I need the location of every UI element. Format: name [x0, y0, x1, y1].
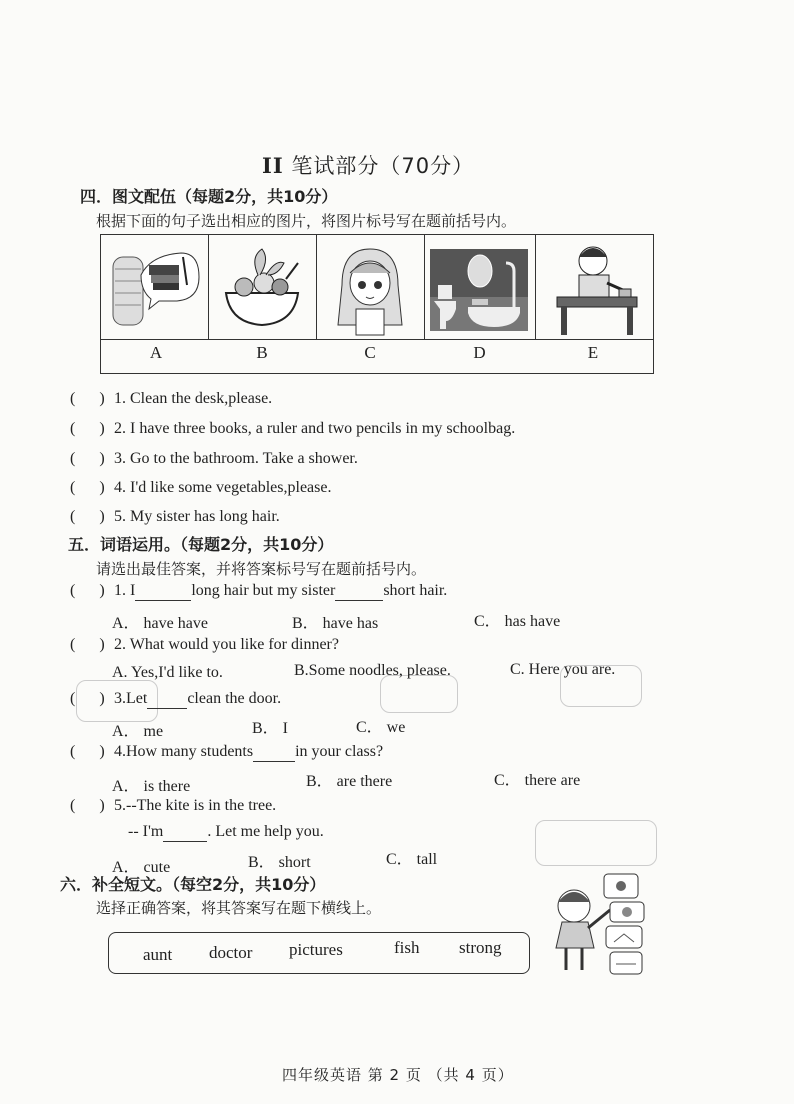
picture-cell-b — [208, 235, 317, 339]
question-text: 1. Clean the desk,please. — [114, 390, 273, 407]
option-b[interactable]: B． are there — [306, 773, 393, 790]
word-bank-item: fish — [394, 938, 420, 957]
answer-bracket[interactable]: ( ) — [70, 690, 105, 707]
section4-question-1 — [70, 390, 272, 408]
picture-cell-d — [424, 235, 536, 339]
answer-bracket[interactable]: ( ) — [70, 508, 105, 525]
word-bank-item: aunt — [143, 945, 173, 964]
option-b[interactable]: B． have has — [292, 615, 379, 632]
question-text: . Let me help you. — [207, 823, 324, 840]
option-c[interactable]: C. Here you are. — [510, 661, 616, 678]
answer-bracket[interactable]: ( ) — [70, 797, 105, 814]
option-a[interactable]: A． me — [112, 723, 164, 740]
question-text: 4.How many students — [114, 743, 254, 760]
books-bag-icon — [101, 235, 208, 339]
bleed-through-mark — [380, 675, 458, 713]
picture-cell-e — [535, 235, 651, 339]
option-b[interactable]: B.Some noodles, please. — [294, 662, 451, 679]
question-text: in your class? — [295, 743, 384, 760]
section5-question-5-line2 — [128, 823, 324, 842]
answer-bracket[interactable]: ( ) — [70, 636, 105, 653]
answer-bracket[interactable]: ( ) — [70, 479, 105, 496]
answer-bracket[interactable]: ( ) — [70, 582, 105, 599]
bathroom-icon — [424, 235, 535, 339]
picture-label-e: E — [587, 343, 599, 362]
question-text: long hair but my sister — [191, 582, 336, 599]
answer-bracket[interactable]: ( ) — [70, 450, 105, 467]
section5-question-4 — [70, 743, 383, 762]
question-text: -- I'm — [128, 823, 164, 840]
answer-bracket[interactable]: ( ) — [70, 743, 105, 760]
section4-question-3 — [70, 450, 358, 468]
option-c[interactable]: C． has have — [474, 613, 561, 630]
section4-question-2 — [70, 420, 515, 438]
section6-heading: 六．补全短文。（每空2分，共10分） — [60, 875, 326, 894]
fill-blank[interactable] — [147, 690, 187, 709]
section5-heading: 五．词语运用。（每题2分，共10分） — [68, 535, 334, 554]
option-a[interactable]: A． is there — [112, 778, 191, 795]
option-b[interactable]: B． short — [248, 854, 311, 871]
word-bank-item: strong — [459, 938, 502, 957]
vegetable-bowl-icon — [208, 235, 316, 339]
picture-label-d: D — [473, 343, 486, 362]
question-text: 2. What would you like for dinner? — [114, 636, 339, 653]
question-text: 4. I'd like some vegetables,please. — [114, 479, 332, 496]
question-text: 3.Let — [114, 690, 148, 707]
section5-question-5 — [70, 797, 276, 815]
option-b[interactable]: B． I — [252, 720, 289, 737]
option-c[interactable]: C． we — [356, 719, 406, 736]
word-bank-item: doctor — [209, 943, 253, 962]
picture-cell-a — [101, 235, 209, 339]
question-text: 5.--The kite is in the tree. — [114, 797, 277, 814]
fill-blank[interactable] — [135, 582, 191, 601]
option-a[interactable]: A. Yes,I'd like to. — [112, 664, 223, 681]
bleed-through-mark — [535, 820, 657, 866]
section5-instruction: 请选出最佳答案，并将答案标号写在题前括号内。 — [96, 560, 427, 578]
fill-blank[interactable] — [335, 582, 383, 601]
section4-question-4 — [70, 479, 331, 497]
picture-label-c: C — [364, 343, 376, 362]
question-text: clean the door. — [187, 690, 282, 707]
option-c[interactable]: C． there are — [494, 772, 581, 789]
section4-question-5 — [70, 508, 280, 526]
section5-question-1 — [70, 582, 447, 601]
girl-hanging-pictures-icon — [540, 868, 660, 988]
section6-instruction: 选择正确答案，将其答案写在题下横线上。 — [96, 899, 382, 917]
word-bank — [108, 932, 530, 974]
page-title — [262, 150, 474, 180]
fill-blank[interactable] — [163, 823, 207, 842]
option-c[interactable]: C． tall — [386, 851, 438, 868]
picture-label-b: B — [256, 343, 268, 362]
answer-bracket[interactable]: ( ) — [70, 420, 105, 437]
picture-label-a: A — [149, 343, 163, 362]
answer-bracket[interactable]: ( ) — [70, 390, 105, 407]
picture-cell-c — [316, 235, 425, 339]
question-text: 5. My sister has long hair. — [114, 508, 280, 525]
section5-question-3 — [70, 690, 281, 709]
fill-blank[interactable] — [253, 743, 295, 762]
title-roman-numeral: II — [262, 153, 284, 178]
page-footer: 四年级英语 第 2 页 （共 4 页） — [282, 1066, 514, 1084]
question-text: 1. I — [114, 582, 136, 599]
question-text: 2. I have three books, a ruler and two pencils in my schoolbag. — [114, 420, 516, 437]
girl-long-hair-icon — [316, 235, 424, 339]
section4-heading: 四．图文配伍（每题2分，共10分） — [80, 187, 338, 206]
picture-table — [100, 234, 654, 374]
title-text: 笔试部分（70分） — [291, 154, 475, 178]
word-bank-item: pictures — [289, 940, 343, 959]
question-text: 3. Go to the bathroom. Take a shower. — [114, 450, 358, 467]
option-a[interactable]: A． cute — [112, 859, 171, 876]
section5-question-2 — [70, 636, 339, 654]
boy-cleaning-desk-icon — [535, 235, 651, 339]
section4-instruction: 根据下面的句子选出相应的图片，将图片标号写在题前括号内。 — [96, 212, 517, 230]
option-a[interactable]: A． have have — [112, 615, 208, 632]
picture-row — [101, 235, 653, 340]
question-text: short hair. — [383, 582, 448, 599]
